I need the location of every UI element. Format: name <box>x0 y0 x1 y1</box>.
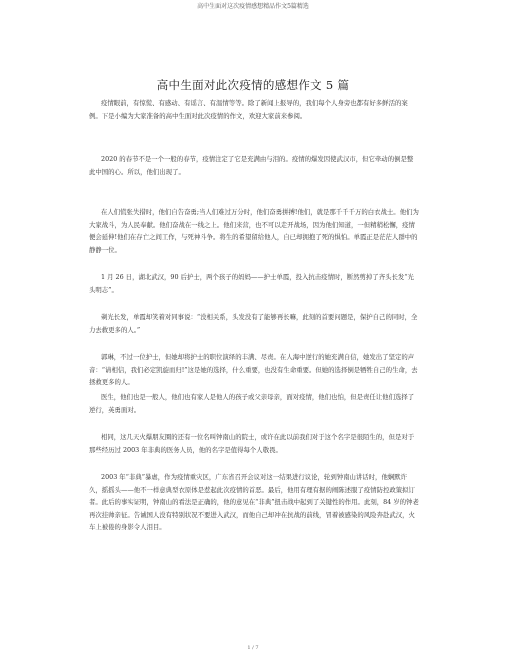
paragraph: 郭琳，不过一位护士，但她却将护士的职位演绎的丰满、尽责。在人海中逆行的她充满自信，她发出了坚定的声音：“请相信，我们必定凯旋而归!”这是她的选择，什么重要，也没有生命重要。但她的选择倒是牺牲自己的生命，去拯救更多的人。 <box>89 353 418 387</box>
paragraph-intro: 疫情眼前，有惊慌、有感动、有谣言、有温情等等。除了新闻上报导的，我们每个人身旁也都有好多鲜活的案例。下是小编为大家准备的高中生面对此次疫情的作文，欢迎大家前来参阅。 <box>89 99 408 120</box>
paragraph: 在人们慌张失措时，他们自告奋勇;当人们难过万分时，他们奋勇拼搏!他们，就是那千千千万的白衣战士。他们为大家战斗，为人民奉献。他们奋战在一线之上。他们来营，也不可以走开战场，因为他们知道，一但精稍松懈，疫情便会延伸!他们在存亡之间工作，与死神斗争。将生的希望留给他人，自已却拥抱了死的惧怕。单霞正是茫茫人群中的静静一位。 <box>89 208 419 254</box>
page-number: 1 / 7 <box>247 645 259 651</box>
paragraph: 医生，他们也是一般人，他们也有家人是他人的孩子或父亲母亲，面对疫情，他们也怕，但是责任让他们选择了逆行，英勇面对。 <box>89 393 415 414</box>
document-title: 高中生面对此次疫情的感想作文 5 篇 <box>156 78 350 92</box>
paragraph-block-2 <box>89 206 419 256</box>
paragraph-block-4 <box>89 311 419 336</box>
paragraph-block-7 <box>89 431 419 456</box>
paragraph: 剃光长发，单霞却笑着对同事说：“没相关系，头发没有了能够再长嘛，此刻的首要问题是，保护自己的同时，全力去救更多的人。” <box>89 313 418 334</box>
paragraph-block-6 <box>89 391 419 416</box>
paragraph: 1 月 26 日，湖北武汉，90 后护士，两个孩子的妈妈——护士单霞，投入抗击疫情时，断然剪掉了齐头长发“光头明志”。 <box>89 273 414 294</box>
paragraph: 相同，这几天火爆朋友圈的还有一位名叫钟南山的院士，或许在此以前我们对于这个名字是很陌生的，但是对于那些经历过 2003 年非典的医务人员，他的名字是值得每个人敬畏。 <box>89 433 415 454</box>
running-header: 高中生面对这次疫情感想精品作文5篇精选 <box>197 3 309 10</box>
paragraph: 2020 的春节不是一个一般的春节，疫情注定了它是充满由与泪的。疫情的爆发因使武汉市，但它牵动的倒是整此中国的心。所以，他们出现了。 <box>89 155 414 176</box>
paragraph-block-3 <box>89 271 419 296</box>
paragraph-block-1 <box>89 153 419 178</box>
paragraph: 2003 年“非典”暴虐，作为疫情重灾区，广东省召开会议对这一结果进行议论，轮到钟南山讲话时，他娴默许久，摇摇头——他不一样意典型衣原体是惹起此次疫情的首恶。最后，他用有理有据的阐陈述服了疫情防控政策拟订者。此后的事实证明，钟南山的看法是正确的，他的意见在“非典”扭击战中起到了关键性的作用。此刻，84 岁的钟老再次挂帅亲征。告诫国人没有特别状况不要进入武汉，而他自己却冲在抗战的前线，冒着被感染的风险奔赴武汉，火车上被倦的身影令人泪目。 <box>89 473 419 532</box>
intro-block <box>89 97 419 122</box>
paragraph-block-5 <box>89 351 419 389</box>
paragraph-block-8 <box>89 471 419 534</box>
